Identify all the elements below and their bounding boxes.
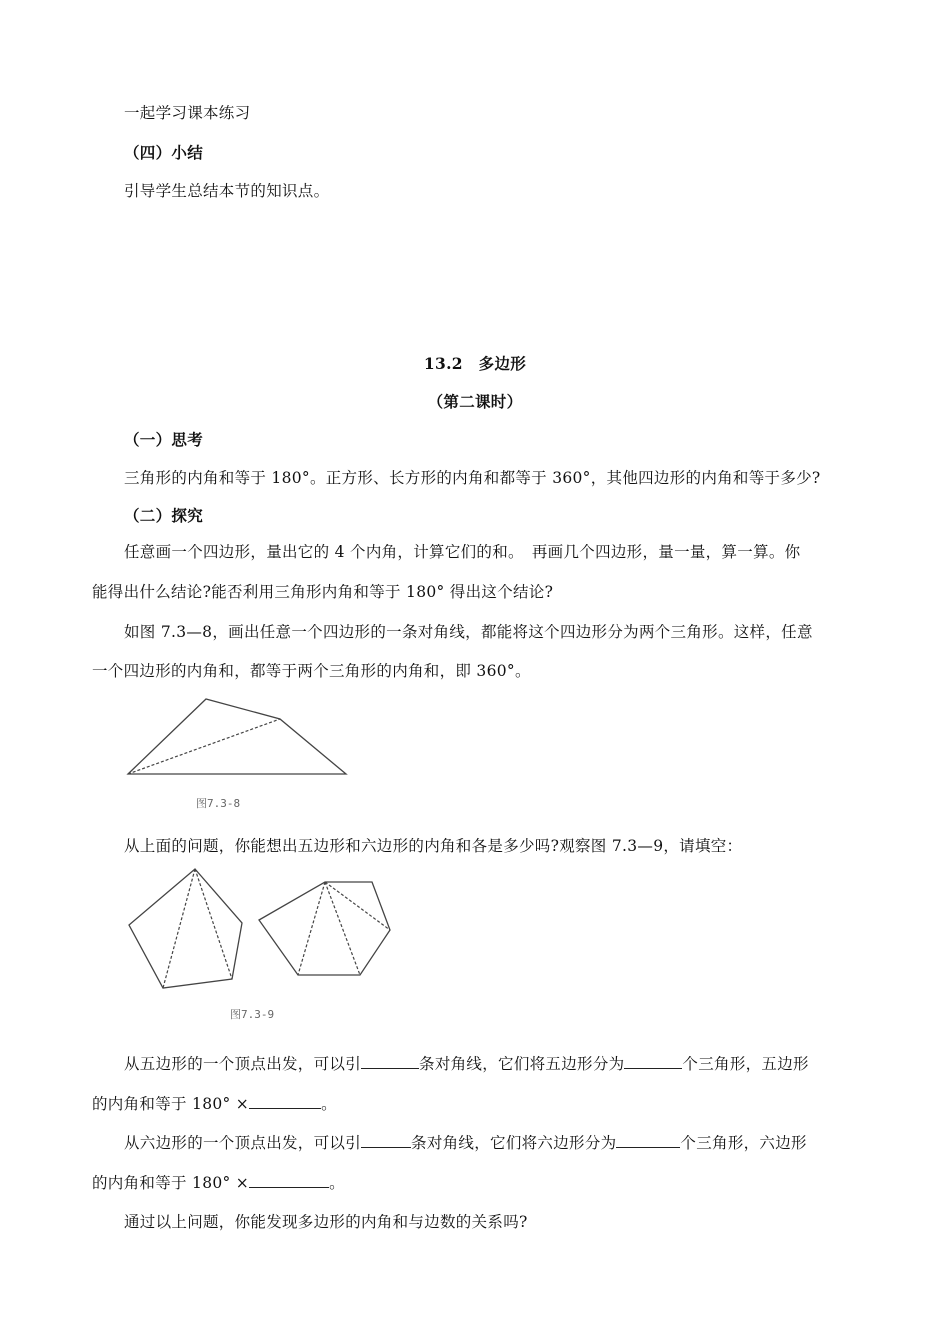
pentagon-shape bbox=[129, 869, 242, 988]
hexagon-shape bbox=[259, 882, 390, 975]
explore-paragraph-3: 从上面的问题，你能想出五边形和六边形的内角和各是多少吗?观察图 7.3—9，请填空： bbox=[124, 837, 743, 855]
pentagon-text-c: 个三角形，五边形 bbox=[682, 1055, 809, 1073]
hexagon-text-b: 条对角线，它们将六边形分为 bbox=[411, 1134, 617, 1152]
hexagon-text-c: 个三角形，六边形 bbox=[680, 1134, 807, 1152]
think-heading: （一）思考 bbox=[124, 430, 204, 449]
pentagon-text-d: 的内角和等于 180° × bbox=[92, 1095, 250, 1113]
explore-paragraph-2-line-2: 一个四边形的内角和，都等于两个三角形的内角和，即 360°。 bbox=[92, 662, 531, 680]
pentagon-sum-blank[interactable] bbox=[249, 1094, 321, 1109]
practice-text: 一起学习课本练习 bbox=[124, 104, 251, 122]
hexagon-triangles-blank[interactable] bbox=[616, 1133, 680, 1148]
hexagon-diagonal bbox=[325, 882, 390, 930]
hexagon-question-line-2 bbox=[92, 1173, 345, 1193]
quadrilateral-diagonal bbox=[128, 719, 280, 774]
section-subtitle: （第二课时） bbox=[427, 392, 523, 411]
hexagon-sum-blank[interactable] bbox=[249, 1173, 329, 1188]
figure-caption-7-3-9: 图7.3-9 bbox=[230, 1008, 275, 1021]
closing-question: 通过以上问题，你能发现多边形的内角和与边数的关系吗? bbox=[124, 1213, 528, 1231]
pentagon-triangles-blank[interactable] bbox=[624, 1054, 682, 1069]
quadrilateral-shape bbox=[128, 699, 346, 774]
hexagon-diagonal bbox=[325, 882, 360, 975]
pentagon-question-line-2 bbox=[92, 1094, 337, 1114]
think-text: 三角形的内角和等于 180°。正方形、长方形的内角和都等于 360°，其他四边形的内角和等于多少? bbox=[124, 469, 821, 487]
hexagon-text-e: 。 bbox=[329, 1174, 345, 1192]
explore-paragraph-2-line-1: 如图 7.3—8，画出任意一个四边形的一条对角线，都能将这个四边形分为两个三角形。这样，任意 bbox=[124, 623, 813, 641]
pentagon-text-a: 从五边形的一个顶点出发，可以引 bbox=[124, 1055, 362, 1073]
pentagon-diagonals-blank[interactable] bbox=[361, 1054, 419, 1069]
hexagon-question-line-1 bbox=[124, 1133, 807, 1153]
pentagon-text-b: 条对角线，它们将五边形分为 bbox=[419, 1055, 625, 1073]
pentagon-question-line-1 bbox=[124, 1054, 809, 1074]
pentagon-text-e: 。 bbox=[321, 1095, 337, 1113]
section-title: 13.2 多边形 bbox=[423, 354, 527, 373]
summary-heading: （四）小结 bbox=[124, 143, 204, 162]
hexagon-diagonals-blank[interactable] bbox=[361, 1133, 411, 1148]
explore-heading: （二）探究 bbox=[124, 506, 204, 525]
pentagon-diagonal bbox=[163, 869, 195, 988]
hexagon-text-a: 从六边形的一个顶点出发，可以引 bbox=[124, 1134, 362, 1152]
hexagon-text-d: 的内角和等于 180° × bbox=[92, 1174, 250, 1192]
explore-paragraph-1-line-1: 任意画一个四边形，量出它的 4 个内角，计算它们的和。 再画几个四边形，量一量，算一算。你 bbox=[124, 543, 801, 561]
pentagon-diagonal bbox=[195, 869, 232, 979]
quadrilateral-figure bbox=[120, 692, 360, 784]
pentagon-hexagon-figure bbox=[120, 862, 405, 996]
summary-text: 引导学生总结本节的知识点。 bbox=[124, 182, 330, 200]
explore-paragraph-1-line-2: 能得出什么结论?能否利用三角形内角和等于 180° 得出这个结论? bbox=[92, 583, 554, 601]
figure-caption-7-3-8: 图7.3-8 bbox=[196, 797, 241, 810]
